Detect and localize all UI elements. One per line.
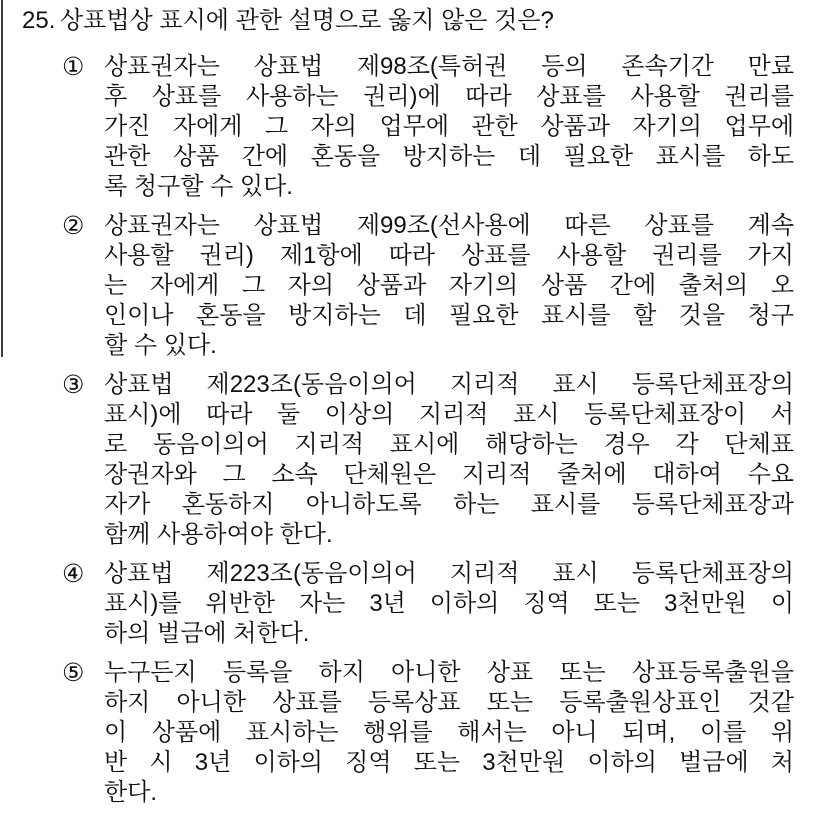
option-line: 록 청구할 수 있다. bbox=[104, 173, 293, 200]
option-text bbox=[104, 52, 794, 202]
options-list bbox=[22, 52, 794, 808]
option-line: 누구든지 등록을 하지 아니한 상표 또는 상표등록출원을 bbox=[104, 659, 794, 686]
question-number: 25. bbox=[22, 7, 56, 34]
option-line: 상표권자는 상표법 제98조(특허권 등의 존속기간 만료 bbox=[104, 53, 794, 80]
option-item-4 bbox=[22, 559, 794, 649]
option-item-2 bbox=[22, 211, 794, 361]
option-line: 상표권자는 상표법 제99조(선사용에 따른 상표를 계속 bbox=[104, 212, 794, 239]
option-line: 장권자와 그 소속 단체원은 지리적 줄처에 대하여 수요 bbox=[104, 461, 794, 488]
option-line: 표시)에 따라 둘 이상의 지리적 표시 등록단체표장이 서 bbox=[104, 401, 794, 428]
option-line: 로 동음이의어 지리적 표시에 해당하는 경우 각 단체표 bbox=[104, 431, 794, 458]
question-text: 상표법상 표시에 관한 설명으로 옳지 않은 것은? bbox=[60, 7, 554, 34]
option-marker: ① bbox=[62, 53, 85, 81]
option-line: 함께 사용하여야 한다. bbox=[104, 521, 333, 548]
option-text bbox=[104, 658, 794, 808]
option-line: 한다. bbox=[104, 779, 158, 806]
option-line: 이 상품에 표시하는 행위를 해서는 아니 되며, 이를 위 bbox=[104, 719, 794, 746]
option-line: 자가 혼동하지 아니하도록 하는 표시를 등록단체표장과 bbox=[104, 491, 794, 518]
option-line: 는 자에게 그 자의 상품과 자기의 상품 간에 출처의 오 bbox=[104, 272, 794, 299]
option-line: 후 상표를 사용하는 권리)에 따라 상표를 사용할 권리를 bbox=[104, 83, 794, 110]
option-line: 표시)를 위반한 자는 3년 이하의 징역 또는 3천만원 이 bbox=[104, 590, 794, 617]
option-text bbox=[104, 559, 794, 649]
option-line: 상표법 제223조(동음이의어 지리적 표시 등록단체표장의 bbox=[104, 560, 794, 587]
option-item-3 bbox=[22, 370, 794, 550]
option-line: 가진 자에게 그 자의 업무에 관한 상품과 자기의 업무에 bbox=[104, 113, 794, 140]
option-marker: ③ bbox=[62, 371, 85, 399]
option-text bbox=[104, 211, 794, 361]
option-marker: ② bbox=[62, 212, 85, 240]
option-line: 반 시 3년 이하의 징역 또는 3천만원 이하의 벌금에 처 bbox=[104, 749, 794, 776]
option-line: 사용할 권리) 제1항에 따라 상표를 사용할 권리를 가지 bbox=[104, 242, 794, 269]
option-line: 관한 상품 간에 혼동을 방지하는 데 필요한 표시를 하도 bbox=[104, 143, 794, 170]
option-line: 하지 아니한 상표를 등록상표 또는 등록출원상표인 것같 bbox=[104, 689, 794, 716]
option-marker: ⑤ bbox=[62, 659, 85, 687]
question-line bbox=[22, 6, 794, 36]
option-marker: ④ bbox=[62, 560, 85, 588]
option-item-5 bbox=[22, 658, 794, 808]
option-text bbox=[104, 370, 794, 550]
option-line: 하의 벌금에 처한다. bbox=[104, 620, 310, 647]
option-line: 할 수 있다. bbox=[104, 332, 217, 359]
option-line: 상표법 제223조(동음이의어 지리적 표시 등록단체표장의 bbox=[104, 371, 794, 398]
option-line: 인이나 혼동을 방지하는 데 필요한 표시를 할 것을 청구 bbox=[104, 302, 794, 329]
option-item-1 bbox=[22, 52, 794, 202]
